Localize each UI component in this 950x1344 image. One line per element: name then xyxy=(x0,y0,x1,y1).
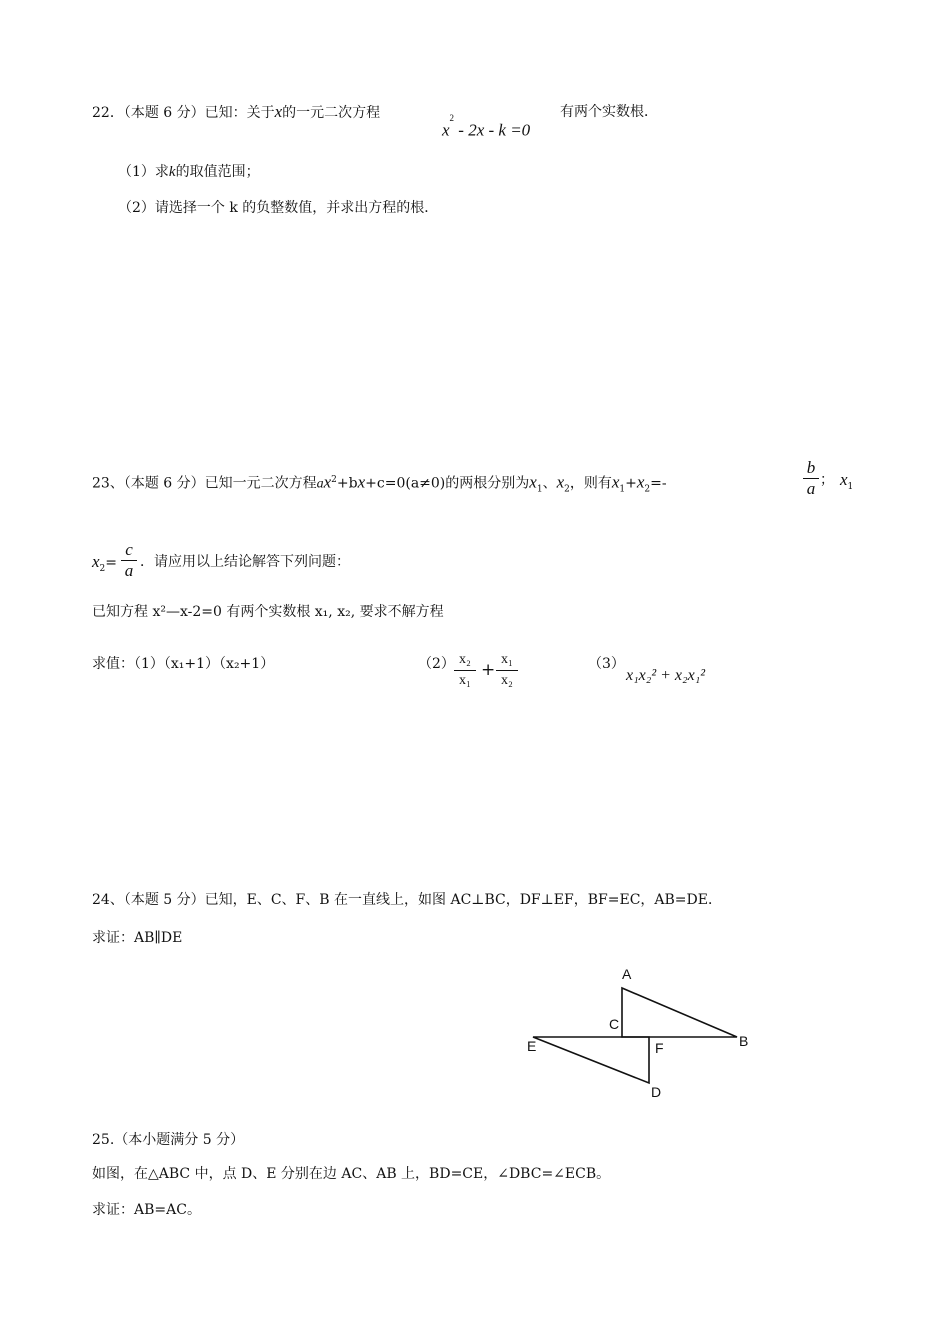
q24-prove: 求证：AB∥DE xyxy=(92,930,183,946)
q23-eq-tail: +c=0(a≠0)的两根分别为 xyxy=(365,475,530,492)
q23-part3-label: （3） xyxy=(588,656,625,672)
label-c: C xyxy=(609,1016,620,1032)
q23-p2-sub: 2 xyxy=(99,563,106,574)
q22-part2: （2）请选择一个 k 的负整数值，并求出方程的根． xyxy=(118,200,439,216)
q23-eq-sup: 2 xyxy=(331,475,337,485)
q23-f2-num: x₁ xyxy=(501,652,513,667)
q25-title: 25.（本小题满分 5 分） xyxy=(92,1132,245,1148)
q23-frac-c-num: c xyxy=(125,540,133,559)
label-d: D xyxy=(651,1084,662,1100)
q22-var-x: x xyxy=(274,102,283,121)
q23-eq-plus-b: +b xyxy=(336,475,358,492)
q22-stem-b: 的一元二次方程 xyxy=(282,105,381,121)
q22-p1-k: k xyxy=(168,164,176,180)
q23-ask-part1: 求值：（1）（x₁+1）（x₂+1） xyxy=(92,656,275,672)
q23-r2: x xyxy=(556,472,565,492)
q23-s2-sub: 2 xyxy=(644,484,651,495)
q23-p-sub: 1 xyxy=(847,481,854,492)
q24-stem: 24、（本题 5 分）已知，E、C、F、B 在一直线上，如图 AC⊥BC，DF⊥EF，BF=EC，AB=DE． xyxy=(92,892,722,908)
q22-eq-x: x xyxy=(442,120,450,140)
q23-f-plus: + xyxy=(481,660,496,680)
label-f: F xyxy=(655,1040,664,1056)
q23-instruction: ．请应用以上结论解答下列问题： xyxy=(140,554,350,570)
q23-eq-neg: =- xyxy=(650,475,667,492)
q23-r2-sub: 2 xyxy=(564,484,570,495)
q22-p1-b: 的取值范围； xyxy=(175,164,260,180)
q25-prove: 求证：AB=AC。 xyxy=(92,1202,201,1218)
q23-f1-den: x₁ xyxy=(459,673,471,688)
q23-given: 已知方程 x²—x-2=0 有两个实数根 x₁, x₂, 要求不解方程 xyxy=(92,604,444,620)
triangle-abc xyxy=(622,988,737,1037)
label-b: B xyxy=(739,1033,749,1049)
q23-eq-x2: x xyxy=(357,472,366,492)
q23-semi: ； xyxy=(820,472,834,488)
triangle-edf xyxy=(533,1037,649,1083)
q23-p-x: x xyxy=(840,470,848,489)
q23-p2-eq: = xyxy=(105,555,118,571)
q23-s2: x xyxy=(636,472,645,492)
q23-plus: + xyxy=(625,475,637,492)
q23-frac-b-num: b xyxy=(806,458,816,477)
q23-f2-den: x₂ xyxy=(501,673,513,688)
q22-stem-c: 有两个实数根． xyxy=(560,104,658,120)
q23-part2-label: （2） xyxy=(418,656,455,672)
q23-frac-b-den: a xyxy=(806,479,816,498)
q23-expr3: x₁x₂² + x₂x₁² xyxy=(626,667,706,684)
q23-eq-a: a xyxy=(316,476,324,492)
q23-p2-x: x xyxy=(92,552,100,571)
q22-p1-a: （1）求 xyxy=(118,164,169,180)
label-a: A xyxy=(622,966,632,982)
q23-s1: x xyxy=(611,472,620,492)
q22-stem-a: 22．（本题 6 分）已知：关于 xyxy=(92,105,275,121)
label-e: E xyxy=(527,1038,537,1054)
q23-r1: x xyxy=(529,472,537,492)
q23-sep: 、 xyxy=(542,475,557,492)
q22-eq-sup: 2 xyxy=(449,113,455,123)
q23-frac-c-den: a xyxy=(124,561,134,580)
q23-then: ，则有 xyxy=(569,475,612,492)
q23-eq-x: x xyxy=(323,472,332,492)
q23-r1-sub: 1 xyxy=(536,484,543,495)
q25-stem: 如图，在△ABC 中，点 D、E 分别在边 AC、AB 上，BD=CE，∠DBC=∠ECB。 xyxy=(92,1166,611,1182)
q23-s1-sub: 1 xyxy=(619,484,626,495)
q23-stem-a: 23、（本题 6 分）已知一元二次方程 xyxy=(92,475,317,492)
q22-eq-rest: - 2x - k =0 xyxy=(454,120,531,140)
q23-f1-num: x₂ xyxy=(459,652,471,667)
